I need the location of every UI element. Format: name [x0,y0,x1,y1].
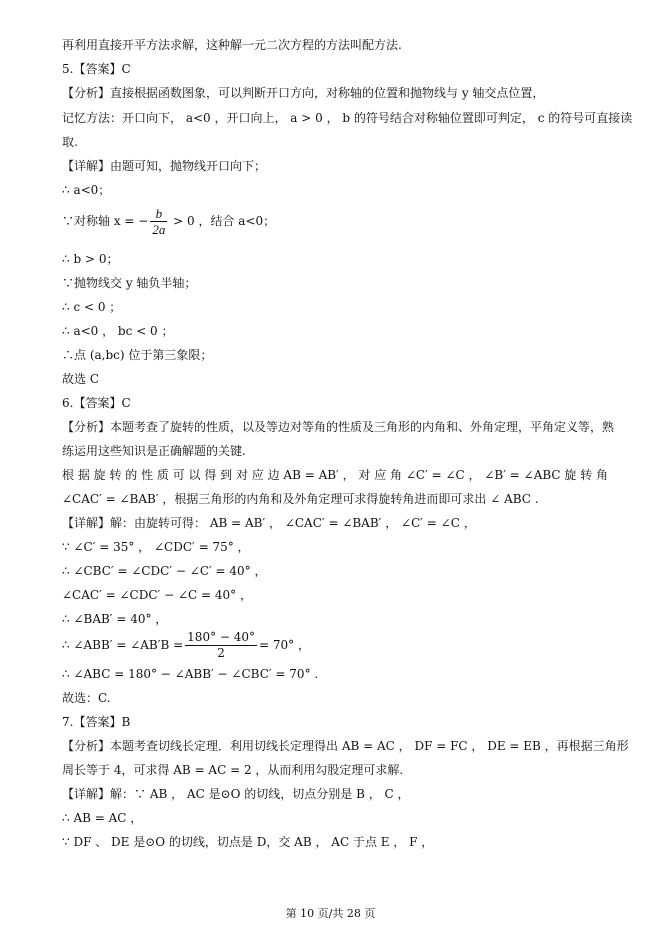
text-segment: ∴ ∠ABB′ = ∠AB′B = [62,638,184,652]
math-line-fraction [62,206,275,237]
solution-line: 【详解】由题可知，抛物线开口向下； [62,159,267,173]
math-line: ∴ ∠CBC′ = ∠CDC′ − ∠C′ = 40° ， [62,564,267,578]
answer-heading-7: 7.【答案】B [62,715,131,729]
fraction [150,206,167,237]
conclusion-line: 故选：C. [62,691,111,705]
answer-heading-5: 5.【答案】C [62,62,131,76]
math-line: ∴点 (a,bc) 位于第三象限； [62,348,213,362]
text-segment: ∵对称轴 x = − [62,214,149,228]
math-line-fraction [62,630,310,661]
text-line: 周长等于 4，可求得 AB = AC = 2 ，从而利用勾股定理可求解. [62,763,404,777]
conclusion-line: 故选 C [62,372,99,386]
math-line: ∴ ∠ABC = 180° − ∠ABB′ − ∠CBC′ = 70° . [62,667,319,681]
solution-line: 【详解】解：∵ AB ， AC 是⊙O 的切线，切点分别是 B ， C ， [62,787,410,801]
text-line: 练运用这些知识是正确解题的关键. [62,444,246,458]
math-line: ∵ ∠C′ = 35° ， ∠CDC′ = 75° ， [62,540,250,554]
math-line: ∵抛物线交 y 轴负半轴； [62,276,197,290]
math-line: ∴ a<0； [62,183,111,197]
text-line: ∠CAC′ = ∠BAB′ ，根据三角形的内角和及外角定理可求得旋转角进而即可求出 ∠ ABC . [62,492,539,506]
text-segment: > 0 ，结合 a<0； [169,214,276,228]
math-line: ∴ a<0 ， bc < 0 ； [62,324,174,338]
solution-line: 【详解】解：由旋转可得： AB = AB′ ， ∠CAC′ = ∠BAB′ ， ∠C′ = ∠C ， [62,516,476,530]
text-line: 取. [62,135,78,149]
math-line: ∠CAC′ = ∠CDC′ − ∠C = 40° ， [62,588,252,602]
math-line: ∵ DF 、 DE 是⊙O 的切线，切点是 D，交 AB ， AC 于点 E ， F ， [62,835,434,849]
page-footer: 第 10 页/共 28 页 [285,907,376,920]
fraction-denominator: 2 [217,646,225,660]
answer-heading-6: 6.【答案】C [62,396,131,410]
math-line: ∴ b > 0； [62,252,119,266]
analysis-line: 【分析】本题考查切线长定理．利用切线长定理得出 AB = AC ， DF = FC ， DE = EB ，再根据三角形 [62,739,629,753]
fraction [185,630,257,661]
math-line: ∴ AB = AC ， [62,811,143,825]
text-line: 再利用直接开平方法求解，这种解一元二次方程的方法叫配方法. [62,38,402,52]
fraction-numerator: b [150,206,167,222]
math-line: ∴ c < 0 ； [62,300,122,314]
analysis-line: 【分析】本题考查了旋转的性质，以及等边对等角的性质及三角形的内角和、外角定理，平角定义等，熟 [62,420,615,434]
fraction-numerator: 180° − 40° [187,630,256,644]
text-line: 根 据 旋 转 的 性 质 可 以 得 到 对 应 边 AB = AB′ ， 对 应 角 ∠C′ = ∠C ， ∠B′ = ∠ABC 旋 转 角 [62,468,609,482]
fraction-denominator: 2a [152,222,166,237]
text-line: 记忆方法：开口向下， a<0 ，开口向上， a > 0 ， b 的符号结合对称轴位置即可判定， c 的符号可直接读 [62,111,633,125]
math-line: ∴ ∠BAB′ = 40° ， [62,612,168,626]
analysis-line: 【分析】直接根据函数图象，可以判断开口方向，对称轴的位置和抛物线与 y 轴交点位置， [62,86,545,100]
text-segment: = 70° ， [259,638,310,652]
